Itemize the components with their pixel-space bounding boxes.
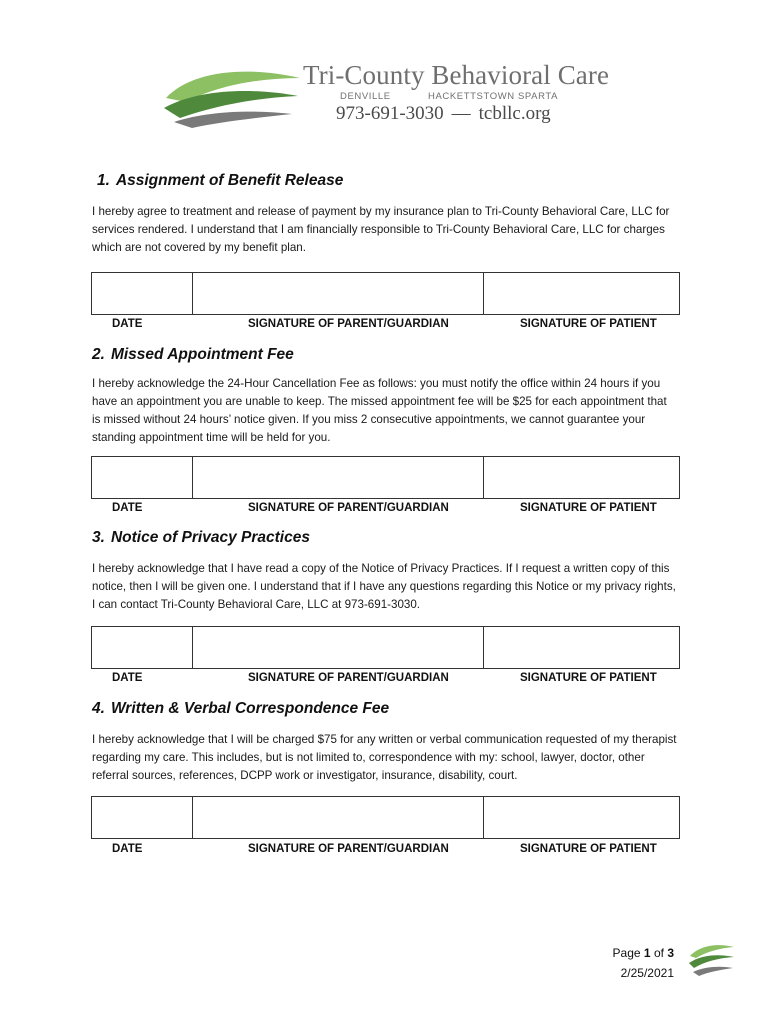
patient-signature-field-1[interactable]: [484, 273, 679, 314]
section-1-number: 1.: [97, 172, 110, 189]
parent-signature-label-2: SIGNATURE OF PARENT/GUARDIAN: [248, 502, 449, 514]
document-date: 2/25/2021: [620, 966, 674, 980]
parent-signature-field-2[interactable]: [193, 457, 484, 498]
page-number: 1: [643, 946, 651, 960]
section-4-heading: [92, 700, 389, 718]
patient-signature-label-3: SIGNATURE OF PATIENT: [520, 672, 657, 684]
patient-signature-label-4: SIGNATURE OF PATIENT: [520, 843, 657, 855]
parent-signature-label-3: SIGNATURE OF PARENT/GUARDIAN: [248, 672, 449, 684]
page-indicator: [613, 943, 674, 963]
footer-logo-icon: [688, 942, 736, 976]
logo-icon: [162, 64, 304, 128]
location-hackettstown: HACKETTSTOWN: [428, 91, 515, 102]
signature-row-1: [91, 272, 680, 315]
patient-signature-label-2: SIGNATURE OF PATIENT: [520, 502, 657, 514]
section-3-title: Notice of Privacy Practices: [110, 529, 310, 546]
parent-signature-label-1: SIGNATURE OF PARENT/GUARDIAN: [248, 318, 449, 330]
date-label-3: DATE: [112, 672, 143, 684]
page-total: 3: [667, 946, 674, 960]
signature-row-4: [91, 796, 680, 839]
location-denville: DENVILLE: [340, 91, 391, 102]
parent-signature-field-1[interactable]: [193, 273, 484, 314]
phone-number: 973-691-3030: [336, 103, 444, 124]
section-2-heading: [92, 346, 294, 364]
section-1-title: Assignment of Benefit Release: [115, 172, 344, 189]
parent-signature-field-4[interactable]: [193, 797, 484, 838]
section-1-body: I hereby agree to treatment and release of payment by my insurance plan to Tri-County Behavioral Care, LLC for services rendered. I understand that I am financially responsible to Tri-County Behavioral Care, LLC for charges which are not covered by my benefit plan.: [92, 205, 670, 254]
signature-row-3: [91, 626, 680, 669]
patient-signature-field-4[interactable]: [484, 797, 679, 838]
section-2-number: 2.: [92, 346, 105, 363]
patient-signature-field-2[interactable]: [484, 457, 679, 498]
patient-signature-label-1: SIGNATURE OF PATIENT: [520, 318, 657, 330]
section-2-title: Missed Appointment Fee: [110, 346, 294, 363]
contact-line: [336, 103, 551, 125]
date-field-4[interactable]: [92, 797, 193, 838]
section-4-body: I hereby acknowledge that I will be charged $75 for any written or verbal communication requested of my therapist regarding my care. This includes, but is not limited to, correspondence with my: school, lawyer, doctor, other referral sources, references, DCPP work or investigator, insurance, disability, court.: [92, 733, 677, 782]
page-footer: [613, 943, 674, 983]
date-field-2[interactable]: [92, 457, 193, 498]
section-4-title: Written & Verbal Correspondence Fee: [110, 700, 390, 717]
section-2-body: I hereby acknowledge the 24-Hour Cancellation Fee as follows: you must notify the office within 24 hours if you have an appointment you are unable to keep. The missed appointment fee will be $25 for each appointment that is missed without 24 hours’ notice given. If you miss 2 consecutive appointments, we cannot guarantee your standing appointment time will be held for you.: [92, 377, 667, 444]
of-word: of: [653, 946, 664, 960]
section-1-heading: [97, 172, 343, 190]
parent-signature-field-3[interactable]: [193, 627, 484, 668]
date-label-4: DATE: [112, 843, 143, 855]
section-4-number: 4.: [92, 700, 105, 717]
page-word: Page: [612, 946, 641, 960]
website-link[interactable]: tcbllc.org: [478, 103, 551, 124]
section-3-number: 3.: [92, 529, 105, 546]
patient-signature-field-3[interactable]: [484, 627, 679, 668]
location-sparta: SPARTA: [518, 91, 559, 102]
contact-dash: —: [451, 103, 471, 124]
org-name: Tri-County Behavioral Care: [303, 60, 610, 90]
date-field-3[interactable]: [92, 627, 193, 668]
section-3-heading: [92, 529, 310, 547]
date-label-1: DATE: [112, 318, 143, 330]
date-field-1[interactable]: [92, 273, 193, 314]
section-3-body: I hereby acknowledge that I have read a copy of the Notice of Privacy Practices. If I request a written copy of this notice, then I will be given one. I understand that if I have any questions regarding this Notice or my privacy rights, I can contact Tri-County Behavioral Care, LLC at 973-691-3030.: [92, 562, 676, 611]
signature-row-2: [91, 456, 680, 499]
parent-signature-label-4: SIGNATURE OF PARENT/GUARDIAN: [248, 843, 449, 855]
date-label-2: DATE: [112, 502, 143, 514]
